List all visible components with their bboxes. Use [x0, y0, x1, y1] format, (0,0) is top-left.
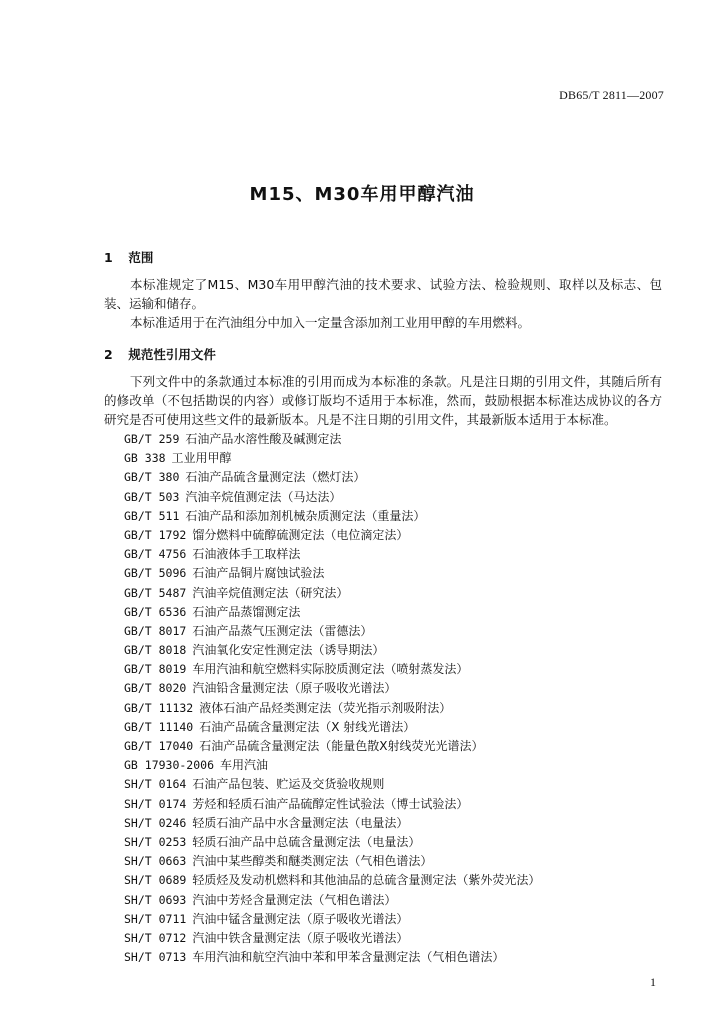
reference-item [124, 526, 664, 545]
reference-title: 石油产品水溶性酸及碱测定法 [185, 432, 342, 446]
reference-item [124, 564, 664, 583]
reference-item [124, 852, 664, 871]
reference-title: 汽油中锰含量测定法（原子吸收光谱法） [192, 911, 409, 926]
reference-code: GB/T 11132 [124, 700, 194, 715]
reference-title: 液体石油产品烃类测定法（荧光指示剂吸附法） [199, 700, 452, 715]
reference-code: GB/T 5487 [124, 585, 187, 600]
reference-code: GB/T 511 [124, 508, 180, 523]
section-1-paragraph: 本标准规定了M15、M30车用甲醇汽油的技术要求、试验方法、检验规则、取样以及标志、包装、运输和储存。 [104, 277, 662, 311]
reference-item [124, 449, 664, 468]
reference-code: GB/T 259 [124, 432, 180, 446]
reference-title: 汽油中某些醇类和醚类测定法（气相色谱法） [192, 854, 433, 869]
reference-item [124, 814, 664, 833]
reference-code: SH/T 0713 [124, 950, 187, 965]
reference-code: GB 17930-2006 [124, 758, 215, 773]
reference-title: 汽油中芳烃含量测定法（气相色谱法） [192, 892, 397, 907]
reference-title: 石油产品硫含量测定法（燃灯法） [185, 470, 366, 485]
reference-code: GB/T 17040 [124, 739, 194, 753]
section-2-title: 规范性引用文件 [128, 347, 216, 362]
reference-code: GB/T 8020 [124, 681, 187, 696]
reference-code: GB/T 380 [124, 470, 180, 485]
reference-item [124, 756, 664, 775]
reference-title: 车用汽油 [220, 758, 269, 773]
reference-code: SH/T 0693 [124, 892, 187, 907]
reference-title: 馏分燃料中硫醇硫测定法（电位滴定法） [192, 527, 409, 542]
reference-title: 汽油氧化安定性测定法（诱导期法） [192, 643, 385, 658]
reference-item [124, 891, 664, 910]
reference-code: SH/T 0663 [124, 854, 187, 869]
reference-item [124, 795, 664, 814]
reference-code: SH/T 0712 [124, 930, 187, 945]
document-code: DB65/T 2811—2007 [559, 88, 664, 102]
reference-code: GB/T 8019 [124, 662, 187, 677]
reference-item [124, 833, 664, 852]
reference-title: 汽油铅含量测定法（原子吸收光谱法） [192, 681, 397, 696]
reference-code: GB/T 503 [124, 489, 180, 504]
reference-item [124, 468, 664, 487]
reference-title: 汽油辛烷值测定法（研究法） [192, 585, 349, 600]
reference-title: 石油产品硫含量测定法（能量色散X射线荧光光谱法） [199, 739, 484, 753]
reference-item [124, 507, 664, 526]
section-2-intro [104, 372, 662, 429]
reference-code: SH/T 0689 [124, 873, 187, 888]
reference-code: GB 338 [124, 451, 166, 466]
reference-item [124, 679, 664, 698]
reference-title: 石油液体手工取样法 [192, 547, 301, 562]
section-1-title: 范围 [128, 250, 154, 265]
reference-title: 芳烃和轻质石油产品硫醇定性试验法（博士试验法） [192, 796, 469, 811]
reference-title: 车用汽油和航空燃料实际胶质测定法（喷射蒸发法） [192, 662, 469, 677]
section-2-intro-paragraph: 下列文件中的条款通过本标准的引用而成为本标准的条款。凡是注日期的引用文件，其随后所有的修改单（不包括勘误的内容）或修订版均不适用于本标准，然而，鼓励根据本标准达成协议的各方研究是否可使用这些文件的最新版本。凡是不注日期的引用文件，其最新版本适用于本标准。 [104, 374, 662, 427]
section-2-number: 2 [104, 347, 113, 362]
reference-title: 石油产品蒸气压测定法（雷德法） [192, 623, 373, 638]
reference-code: SH/T 0253 [124, 834, 187, 849]
reference-item [124, 871, 664, 890]
reference-item [124, 775, 664, 794]
page-title: M15、M30车用甲醇汽油 [249, 184, 475, 205]
page-number: 1 [650, 975, 656, 989]
reference-title: 汽油中铁含量测定法（原子吸收光谱法） [192, 930, 409, 945]
reference-code: SH/T 0164 [124, 777, 187, 792]
reference-item [124, 910, 664, 929]
reference-title: 轻质石油产品中总硫含量测定法（电量法） [192, 834, 421, 849]
section-2-heading [104, 345, 216, 363]
reference-item [124, 929, 664, 948]
section-1-paragraph: 本标准适用于在汽油组分中加入一定量含添加剂工业用甲醇的车用燃料。 [130, 315, 531, 330]
section-1-number: 1 [104, 250, 113, 265]
reference-title: 石油产品包装、贮运及交货验收规则 [192, 777, 385, 792]
reference-item [124, 699, 664, 718]
reference-item [124, 584, 664, 603]
reference-item [124, 737, 664, 756]
reference-item [124, 622, 664, 641]
reference-item [124, 603, 664, 622]
reference-item [124, 660, 664, 679]
reference-code: GB/T 11140 [124, 719, 194, 734]
section-1-body [104, 275, 662, 332]
reference-title: 石油产品蒸馏测定法 [192, 604, 301, 619]
reference-title: 车用汽油和航空汽油中苯和甲苯含量测定法（气相色谱法） [192, 950, 505, 965]
reference-code: GB/T 5096 [124, 566, 187, 581]
reference-code: GB/T 6536 [124, 604, 187, 619]
reference-list [124, 430, 664, 967]
reference-code: SH/T 0246 [124, 815, 187, 830]
reference-item [124, 488, 664, 507]
reference-title: 石油产品铜片腐蚀试验法 [192, 566, 325, 581]
reference-item [124, 948, 664, 967]
reference-title: 石油产品硫含量测定法（X 射线光谱法） [199, 719, 416, 734]
reference-title: 轻质烃及发动机燃料和其他油品的总硫含量测定法（紫外荧光法） [192, 873, 541, 888]
section-1-heading [104, 248, 153, 266]
reference-title: 石油产品和添加剂机械杂质测定法（重量法） [185, 508, 426, 523]
reference-item [124, 641, 664, 660]
reference-code: SH/T 0174 [124, 796, 187, 811]
reference-code: GB/T 1792 [124, 527, 187, 542]
reference-title: 轻质石油产品中水含量测定法（电量法） [192, 815, 409, 830]
reference-title: 工业用甲醇 [171, 451, 232, 466]
reference-code: GB/T 8018 [124, 643, 187, 658]
reference-code: SH/T 0711 [124, 911, 187, 926]
reference-item [124, 430, 664, 449]
reference-code: GB/T 8017 [124, 623, 187, 638]
reference-code: GB/T 4756 [124, 547, 187, 562]
reference-title: 汽油辛烷值测定法（马达法） [185, 489, 342, 504]
reference-item [124, 718, 664, 737]
reference-item [124, 545, 664, 564]
